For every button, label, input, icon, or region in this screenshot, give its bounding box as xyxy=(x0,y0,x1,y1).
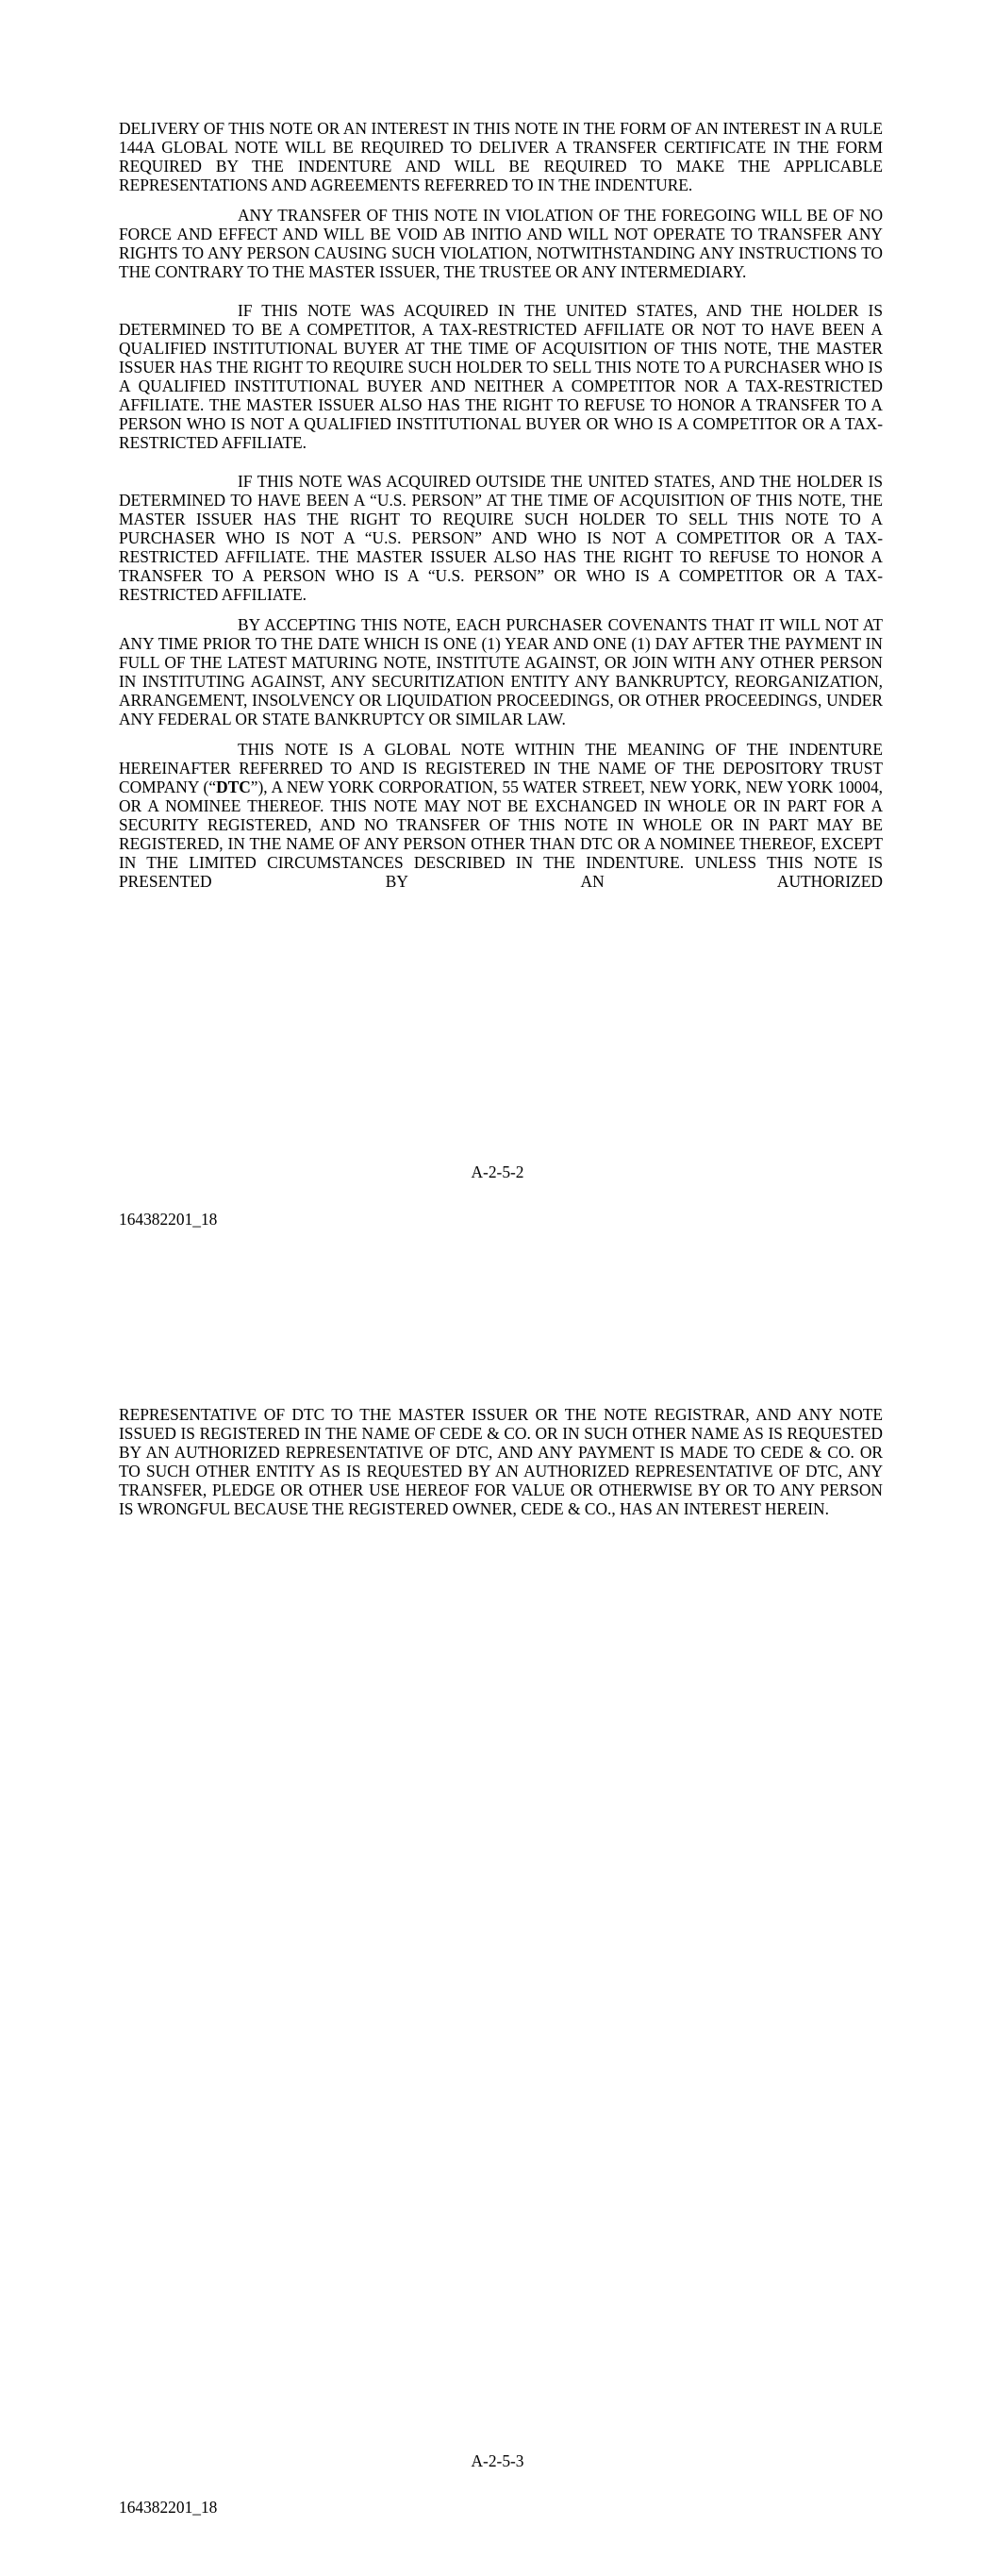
legend-paragraph-dtc-representative: REPRESENTATIVE OF DTC TO THE MASTER ISSUER OR THE NOTE REGISTRAR, AND ANY NOTE ISSUED IS REGISTERED IN THE NAME OF CEDE & CO. OR IN SUCH OTHER NAME AS IS REQUESTED BY AN AUTHORIZED REPRESENTATIVE OF DTC, AND ANY PAYMENT IS MADE TO CEDE & CO. OR TO SUCH OTHER ENTITY AS IS REQUESTED BY AN AUTHORIZED REPRESENTATIVE OF DTC, ANY TRANSFER, PLEDGE OR OTHER USE HEREOF FOR VALUE OR OTHERWISE BY OR TO ANY PERSON IS WRONGFUL BECAUSE THE REGISTERED OWNER, CEDE & CO., HAS AN INTEREST HEREIN. xyxy=(119,1405,883,1518)
page-1-body xyxy=(119,119,883,891)
global-note-text-start: THIS NOTE IS A GLOBAL NOTE WITHIN THE MEANING OF THE INDENTURE HEREINAFTER REFERRED TO AND IS REGISTERED IN THE NAME OF THE DEPOSITORY TRUST COMPANY (“ xyxy=(119,740,883,796)
global-note-text-end: ”), A NEW YORK CORPORATION, 55 WATER STREET, NEW YORK, NEW YORK 10004, OR A NOMINEE THEREOF. THIS NOTE MAY NOT BE EXCHANGED IN WHOLE OR IN PART FOR A SECURITY REGISTERED, AND NO TRANSFER OF THIS NOTE IN WHOLE OR IN PART MAY BE REGISTERED, IN THE NAME OF ANY PERSON OTHER THAN DTC OR A NOMINEE THEREOF, EXCEPT IN THE LIMITED CIRCUMSTANCES DESCRIBED IN THE INDENTURE. UNLESS THIS NOTE IS PRESENTED BY AN AUTHORIZED xyxy=(119,778,883,891)
page-number: A-2-5-3 xyxy=(471,2451,524,2470)
legend-paragraph-delivery: DELIVERY OF THIS NOTE OR AN INTEREST IN THIS NOTE IN THE FORM OF AN INTEREST IN A RULE 144A GLOBAL NOTE WILL BE REQUIRED TO DELIVER A TRANSFER CERTIFICATE IN THE FORM REQUIRED BY THE INDENTURE AND WILL BE REQUIRED TO MAKE THE APPLICABLE REPRESENTATIONS AND AGREEMENTS REFERRED TO IN THE INDENTURE. xyxy=(119,119,883,194)
legend-paragraph-global-note xyxy=(119,740,883,891)
legend-paragraph-transfer-void: ANY TRANSFER OF THIS NOTE IN VIOLATION OF THE FOREGOING WILL BE OF NO FORCE AND EFFECT AND WILL BE VOID AB INITIO AND WILL NOT OPERATE TO TRANSFER ANY RIGHTS TO ANY PERSON CAUSING SUCH VIOLATION, NOTWITHSTANDING ANY INSTRUCTIONS TO THE CONTRARY TO THE MASTER ISSUER, THE TRUSTEE OR ANY INTERMEDIARY. xyxy=(119,206,883,281)
page-2-body xyxy=(119,1405,883,1518)
document-id: 164382201_18 xyxy=(119,1210,218,1229)
legend-paragraph-non-us-acquisition: IF THIS NOTE WAS ACQUIRED OUTSIDE THE UNITED STATES, AND THE HOLDER IS DETERMINED TO HAVE BEEN A “U.S. PERSON” AT THE TIME OF ACQUISITION OF THIS NOTE, THE MASTER ISSUER HAS THE RIGHT TO REQUIRE SUCH HOLDER TO SELL THIS NOTE TO A PURCHASER WHO IS NOT A “U.S. PERSON” AND WHO IS NOT A COMPETITOR OR A TAX-RESTRICTED AFFILIATE. THE MASTER ISSUER ALSO HAS THE RIGHT TO REFUSE TO HONOR A TRANSFER TO A PERSON WHO IS A “U.S. PERSON” OR WHO IS A COMPETITOR OR A TAX-RESTRICTED AFFILIATE. xyxy=(119,472,883,604)
legend-paragraph-non-petition: BY ACCEPTING THIS NOTE, EACH PURCHASER COVENANTS THAT IT WILL NOT AT ANY TIME PRIOR TO THE DATE WHICH IS ONE (1) YEAR AND ONE (1) DAY AFTER THE PAYMENT IN FULL OF THE LATEST MATURING NOTE, INSTITUTE AGAINST, OR JOIN WITH ANY OTHER PERSON IN INSTITUTING AGAINST, ANY SECURITIZATION ENTITY ANY BANKRUPTCY, REORGANIZATION, ARRANGEMENT, INSOLVENCY OR LIQUIDATION PROCEEDINGS, OR OTHER PROCEEDINGS, UNDER ANY FEDERAL OR STATE BANKRUPTCY OR SIMILAR LAW. xyxy=(119,615,883,728)
document-id: 164382201_18 xyxy=(119,2498,218,2517)
dtc-defined-term: DTC xyxy=(216,778,251,796)
page-number: A-2-5-2 xyxy=(471,1163,524,1181)
legend-paragraph-us-acquisition: IF THIS NOTE WAS ACQUIRED IN THE UNITED STATES, AND THE HOLDER IS DETERMINED TO BE A COMPETITOR, A TAX-RESTRICTED AFFILIATE OR NOT TO HAVE BEEN A QUALIFIED INSTITUTIONAL BUYER AT THE TIME OF ACQUISITION OF THIS NOTE, THE MASTER ISSUER HAS THE RIGHT TO REQUIRE SUCH HOLDER TO SELL THIS NOTE TO A PURCHASER WHO IS A QUALIFIED INSTITUTIONAL BUYER AND NEITHER A COMPETITOR NOR A TAX-RESTRICTED AFFILIATE. THE MASTER ISSUER ALSO HAS THE RIGHT TO REFUSE TO HONOR A TRANSFER TO A PERSON WHO IS NOT A QUALIFIED INSTITUTIONAL BUYER OR WHO IS A COMPETITOR OR A TAX-RESTRICTED AFFILIATE. xyxy=(119,301,883,452)
document-page-2 xyxy=(0,1288,995,2576)
